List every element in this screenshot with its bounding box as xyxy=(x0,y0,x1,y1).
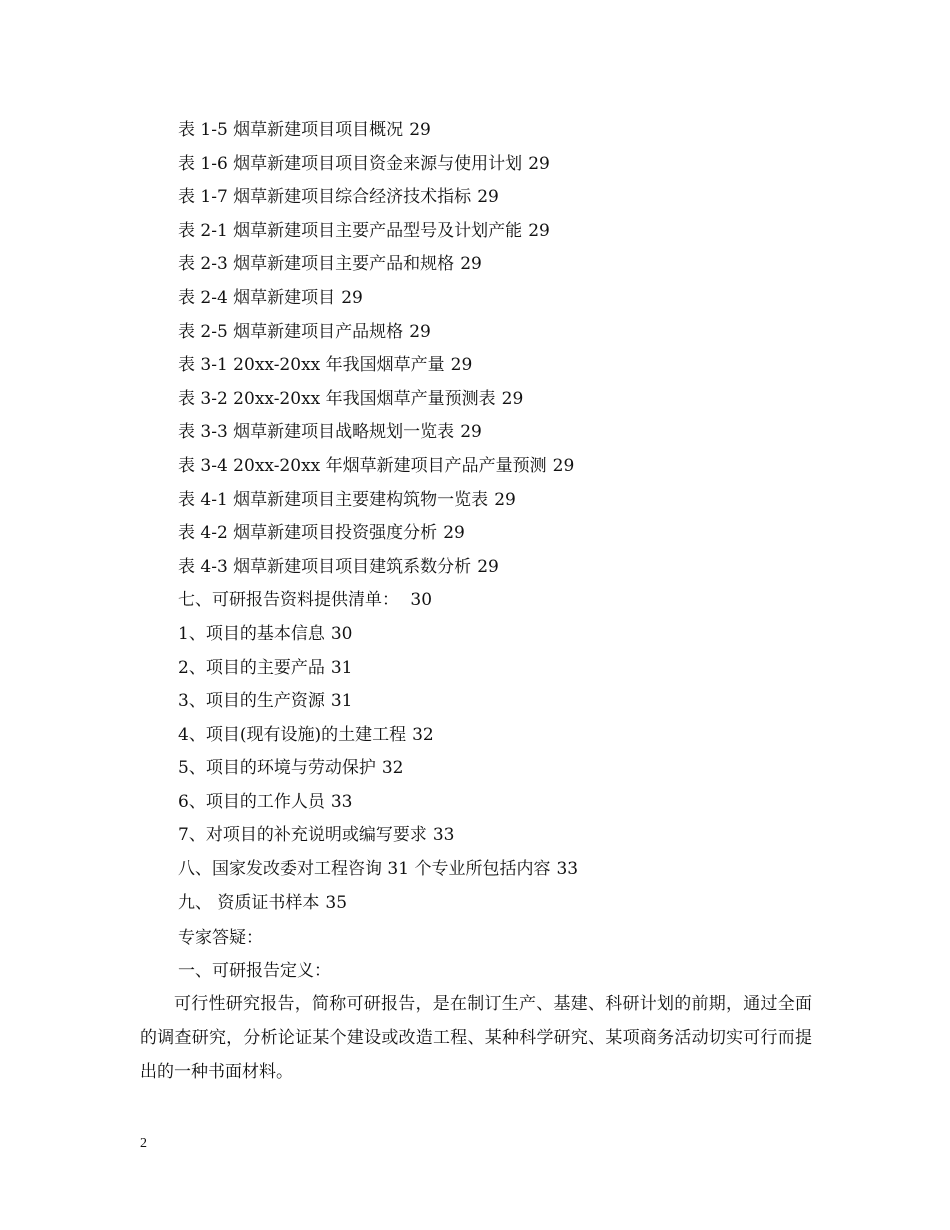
toc-entry-page: 32 xyxy=(412,724,434,745)
toc-entry-label: 7、对项目的补充说明或编写要求 xyxy=(178,825,427,846)
toc-entry[interactable] xyxy=(178,719,578,753)
toc-entry[interactable] xyxy=(178,416,578,450)
section-heading: 一、可研报告定义： xyxy=(178,961,331,981)
toc-entry-page: 30 xyxy=(330,623,353,644)
page-number: 2 xyxy=(140,1136,147,1151)
toc-entry[interactable] xyxy=(178,316,578,350)
toc-entry-label: 2、项目的主要产品 xyxy=(178,657,325,678)
toc-entry-page: 29 xyxy=(528,153,550,174)
toc-entry-label: 七、可研报告资料提供清单： xyxy=(178,590,399,611)
toc-entry-label: 6、项目的工作人员 xyxy=(178,791,325,812)
toc-entry-label: 表 1-7 烟草新建项目综合经济技术指标 xyxy=(178,187,472,208)
toc-entry-page: 29 xyxy=(341,287,363,308)
toc-entry[interactable] xyxy=(178,853,578,887)
toc-entry-page: 31 xyxy=(330,691,353,712)
toc-entry[interactable] xyxy=(178,349,578,383)
toc-entry-page: 29 xyxy=(460,422,482,443)
toc-entry[interactable] xyxy=(178,450,578,484)
toc-entry-page: 33 xyxy=(330,791,353,812)
toc-entry-label: 表 1-6 烟草新建项目项目资金来源与使用计划 xyxy=(178,153,523,174)
toc-entry-label: 表 3-4 20xx-20xx 年烟草新建项目产品产量预测 xyxy=(178,455,547,476)
toc-entry-page: 30 xyxy=(405,590,433,611)
toc-entry-label: 表 2-4 烟草新建项目 xyxy=(178,287,336,308)
toc-entry-page: 29 xyxy=(477,187,499,208)
toc-entry-page: 29 xyxy=(460,254,482,275)
toc-entry-page: 32 xyxy=(381,758,404,779)
toc-entry-label: 表 3-2 20xx-20xx 年我国烟草产量预测表 xyxy=(178,388,496,409)
toc-entry[interactable] xyxy=(178,181,578,215)
toc-entry-page: 29 xyxy=(450,355,473,376)
toc-entry[interactable] xyxy=(178,383,578,417)
toc-entry[interactable] xyxy=(178,685,578,719)
toc-entry-page: 29 xyxy=(477,556,499,577)
toc-entry[interactable] xyxy=(178,618,578,652)
toc-entry[interactable] xyxy=(178,517,578,551)
toc-entry[interactable] xyxy=(178,484,578,518)
toc-entry-label: 表 3-1 20xx-20xx 年我国烟草产量 xyxy=(178,355,445,376)
toc-entry-page: 29 xyxy=(552,455,575,476)
toc-entry-page: 29 xyxy=(494,489,516,510)
toc-entry[interactable] xyxy=(178,752,578,786)
toc-entry-label: 表 4-1 烟草新建项目主要建构筑物一览表 xyxy=(178,489,489,510)
definition-paragraph: 可行性研究报告，简称可研报告，是在制订生产、基建、科研计划的前期，通过全面的调查研究，分析论证某个建设或改造工程、某种科学研究、某项商务活动切实可行而提出的一种书面材料。 xyxy=(140,994,812,1082)
toc-entry-page: 35 xyxy=(325,892,348,913)
toc-entry-page: 33 xyxy=(432,825,455,846)
toc-entry-label: 九、 资质证书样本 xyxy=(178,892,320,913)
toc-entry-label: 表 4-2 烟草新建项目投资强度分析 xyxy=(178,523,438,544)
toc-entry-label: 表 2-3 烟草新建项目主要产品和规格 xyxy=(178,254,455,275)
toc-entry-page: 31 xyxy=(330,657,353,678)
table-of-contents xyxy=(178,114,578,920)
toc-entry[interactable] xyxy=(178,248,578,282)
toc-entry[interactable] xyxy=(178,282,578,316)
toc-entry-label: 八、国家发改委对工程咨询 31 个专业所包括内容 xyxy=(178,859,551,880)
toc-entry[interactable] xyxy=(178,652,578,686)
toc-entry-label: 表 3-3 烟草新建项目战略规划一览表 xyxy=(178,422,455,443)
toc-entry[interactable] xyxy=(178,887,578,921)
toc-entry[interactable] xyxy=(178,148,578,182)
toc-entry-page: 29 xyxy=(528,220,550,241)
toc-entry-label: 表 4-3 烟草新建项目项目建筑系数分析 xyxy=(178,556,472,577)
toc-entry[interactable] xyxy=(178,819,578,853)
toc-entry-page: 29 xyxy=(409,321,431,342)
toc-entry-label: 1、项目的基本信息 xyxy=(178,623,325,644)
toc-entry-label: 3、项目的生产资源 xyxy=(178,691,325,712)
toc-entry-label: 表 2-1 烟草新建项目主要产品型号及计划产能 xyxy=(178,220,523,241)
toc-entry-label: 表 2-5 烟草新建项目产品规格 xyxy=(178,321,404,342)
toc-entry-page: 29 xyxy=(501,388,524,409)
toc-entry-page: 29 xyxy=(409,120,431,140)
toc-entry[interactable] xyxy=(178,551,578,585)
expert-qa-heading: 专家答疑： xyxy=(178,928,263,948)
toc-entry-page: 29 xyxy=(443,523,465,544)
toc-entry-label: 5、项目的环境与劳动保护 xyxy=(178,758,376,779)
toc-entry[interactable] xyxy=(178,215,578,249)
toc-entry[interactable] xyxy=(178,114,578,148)
toc-entry[interactable] xyxy=(178,584,578,618)
toc-entry-page: 33 xyxy=(556,859,579,880)
toc-entry[interactable] xyxy=(178,786,578,820)
toc-entry-label: 表 1-5 烟草新建项目项目概况 xyxy=(178,120,404,140)
toc-entry-label: 4、项目(现有设施)的土建工程 xyxy=(178,724,407,745)
